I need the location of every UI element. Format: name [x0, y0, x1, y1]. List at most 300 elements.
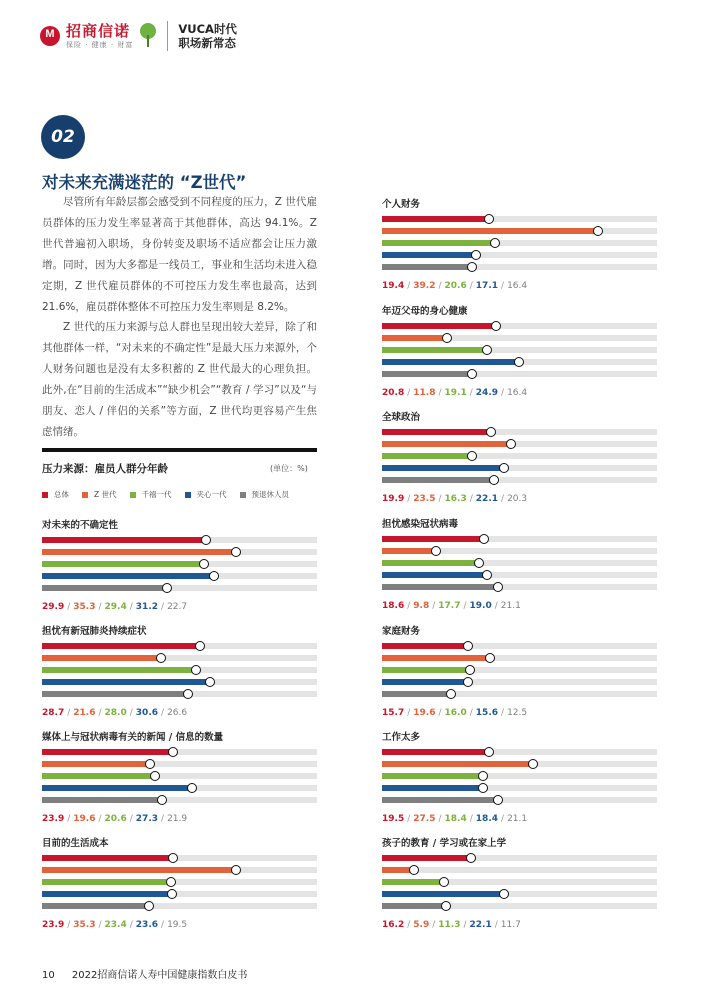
- bar-marker-9-4: [493, 795, 503, 805]
- document-title: 2022招商信诺人寿中国健康指数白皮书: [71, 970, 248, 981]
- data-label-10-2: 11.3: [438, 920, 461, 930]
- value-separator: /: [432, 601, 436, 611]
- bar-row: [42, 667, 317, 673]
- data-label-7-3: 19.0: [469, 601, 492, 611]
- chart-group: [382, 837, 657, 931]
- value-separator: /: [501, 494, 505, 504]
- chart-title: 压力来源：雇员人群分年龄: [42, 463, 168, 475]
- value-separator: /: [67, 602, 71, 612]
- value-separator: /: [129, 814, 133, 824]
- bar-row: [382, 252, 657, 258]
- bar-4-4: [382, 264, 472, 270]
- bar-row: [382, 855, 657, 861]
- bar-10-2: [382, 879, 444, 885]
- bar-marker-0-4: [162, 583, 172, 593]
- value-separator: /: [501, 388, 505, 398]
- value-separator: /: [98, 920, 102, 930]
- bar-row: [382, 679, 657, 685]
- bar-row: [42, 773, 317, 779]
- bar-row: [42, 903, 317, 909]
- bar-marker-2-4: [157, 795, 167, 805]
- legend-item: [130, 489, 172, 500]
- bar-marker-1-3: [205, 677, 215, 687]
- data-label-1-1: 21.6: [73, 708, 96, 718]
- bar-7-2: [382, 560, 479, 566]
- bar-marker-8-0: [463, 641, 473, 651]
- bar-marker-10-1: [409, 865, 419, 875]
- bar-2-1: [42, 761, 150, 767]
- data-label-10-4: 11.7: [500, 920, 521, 930]
- bar-row: [382, 323, 657, 329]
- data-label-2-0: 23.9: [42, 814, 65, 824]
- data-label-9-0: 19.5: [382, 814, 405, 824]
- chart-group-values: [382, 493, 657, 505]
- value-separator: /: [129, 708, 133, 718]
- data-label-7-2: 17.7: [438, 601, 461, 611]
- bar-marker-0-1: [231, 547, 241, 557]
- bar-marker-3-1: [231, 865, 241, 875]
- bar-row: [42, 855, 317, 861]
- chart-bars: [382, 536, 657, 596]
- data-label-1-4: 26.6: [167, 708, 188, 718]
- chart-group-values: [42, 707, 317, 719]
- value-separator: /: [407, 494, 411, 504]
- chart-group-label: 个人财务: [382, 199, 421, 210]
- bar-row: [382, 453, 657, 459]
- value-separator: /: [98, 602, 102, 612]
- bar-row: [382, 371, 657, 377]
- data-label-6-3: 22.1: [475, 494, 499, 504]
- bar-marker-1-4: [183, 689, 193, 699]
- bar-marker-9-3: [478, 783, 488, 793]
- data-label-10-1: 5.9: [413, 920, 430, 930]
- bar-10-0: [382, 855, 471, 861]
- bar-marker-0-3: [209, 571, 219, 581]
- value-separator: /: [469, 388, 473, 398]
- bar-row: [382, 335, 657, 341]
- data-label-8-3: 15.6: [475, 708, 499, 718]
- value-separator: /: [469, 494, 473, 504]
- bar-8-0: [382, 643, 468, 649]
- bar-marker-6-0: [486, 427, 496, 437]
- chart-group: [382, 305, 657, 399]
- value-separator: /: [469, 814, 473, 824]
- data-label-4-4: 16.4: [507, 281, 528, 291]
- chart-group-label: 媒体上与冠状病毒有关的新闻 / 信息的数量: [42, 732, 224, 743]
- legend-label: 千禧一代: [141, 490, 172, 499]
- data-label-10-0: 16.2: [382, 920, 405, 930]
- chart-group-values: [382, 387, 657, 399]
- bar-row: [382, 749, 657, 755]
- chart-group: [382, 731, 657, 825]
- bar-marker-5-2: [482, 345, 492, 355]
- chart-bars: [382, 749, 657, 809]
- value-separator: /: [407, 601, 411, 611]
- bar-row: [42, 655, 317, 661]
- bar-row: [382, 216, 657, 222]
- bar-marker-4-4: [467, 262, 477, 272]
- legend-item: [185, 489, 227, 500]
- bar-3-0: [42, 855, 173, 861]
- value-separator: /: [463, 920, 467, 930]
- data-label-4-3: 17.1: [475, 281, 499, 291]
- legend-label: Z 世代: [94, 490, 117, 499]
- bar-row: [382, 429, 657, 435]
- bar-row: [382, 536, 657, 542]
- bar-7-0: [382, 536, 484, 542]
- data-label-2-2: 20.6: [104, 814, 127, 824]
- chart-group-label: 家庭财务: [382, 626, 421, 637]
- bar-marker-8-2: [465, 665, 475, 675]
- bar-row: [382, 643, 657, 649]
- bar-6-0: [382, 429, 491, 435]
- bar-row: [42, 867, 317, 873]
- data-label-3-4: 19.5: [167, 920, 188, 930]
- bar-6-2: [382, 453, 472, 459]
- bar-marker-8-3: [463, 677, 473, 687]
- bar-row: [382, 867, 657, 873]
- chart-group-values: [382, 280, 657, 292]
- chart-bars: [42, 749, 317, 809]
- bar-row: [382, 761, 657, 767]
- data-label-6-2: 16.3: [444, 494, 467, 504]
- bar-row: [42, 879, 317, 885]
- bar-8-2: [382, 667, 470, 673]
- bar-marker-1-1: [156, 653, 166, 663]
- data-label-1-0: 28.7: [42, 708, 65, 718]
- data-label-3-2: 23.4: [104, 920, 127, 930]
- body-paragraph-1: 尽管所有年龄层都会感受到不同程度的压力，Z 世代雇员群体的压力发生率显著高于其他群体，高达 94.1%。Z 世代普遍初入职场，身份转变及职场不适应都会让压力激增。同时，因为大多都是一线员工，事业和生活均未进入稳定期，Z 世代雇员群体的不可控压力发生率也最高，达到 21.6%，雇员群体整体不可控压力发生率则是 8.2%。: [42, 196, 317, 313]
- chart-group: [42, 731, 317, 825]
- bar-marker-0-2: [199, 559, 209, 569]
- bar-marker-7-1: [431, 546, 441, 556]
- bar-6-1: [382, 441, 511, 447]
- value-separator: /: [129, 602, 133, 612]
- bar-row: [42, 549, 317, 555]
- value-separator: /: [438, 494, 442, 504]
- legend-swatch: [130, 492, 136, 498]
- value-separator: /: [438, 281, 442, 291]
- chart-group-label: 孩子的教育 / 学习或在家上学: [382, 838, 507, 849]
- value-separator: /: [501, 281, 505, 291]
- bar-marker-10-2: [439, 877, 449, 887]
- chart-group: [42, 519, 317, 613]
- bar-row: [42, 585, 317, 591]
- bar-marker-10-0: [466, 853, 476, 863]
- bar-marker-6-2: [467, 451, 477, 461]
- brand-name: 招商信诺: [66, 21, 131, 40]
- value-separator: /: [432, 920, 436, 930]
- chart-legend: [42, 489, 302, 500]
- chart-top-rule: [42, 448, 317, 452]
- bar-row: [382, 667, 657, 673]
- bar-7-1: [382, 548, 436, 554]
- chart-bars: [382, 323, 657, 383]
- bar-5-3: [382, 359, 519, 365]
- value-separator: /: [161, 920, 165, 930]
- chart-group-values: [42, 601, 317, 613]
- bar-row: [382, 441, 657, 447]
- data-label-0-3: 31.2: [135, 602, 159, 612]
- chart-group-label: 工作太多: [382, 732, 421, 743]
- bar-marker-6-1: [506, 439, 516, 449]
- bar-2-3: [42, 785, 192, 791]
- page-footer: [42, 966, 247, 981]
- data-label-7-4: 21.1: [500, 601, 521, 611]
- legend-swatch: [42, 492, 48, 498]
- value-separator: /: [67, 814, 71, 824]
- data-label-4-2: 20.6: [444, 281, 467, 291]
- bar-1-3: [42, 679, 210, 685]
- value-separator: /: [501, 814, 505, 824]
- bar-2-2: [42, 773, 155, 779]
- bar-0-2: [42, 561, 204, 567]
- brand-logo-text: [66, 23, 133, 50]
- bar-3-3: [42, 891, 172, 897]
- bar-row: [382, 879, 657, 885]
- bar-row: [42, 643, 317, 649]
- bar-row: [42, 537, 317, 543]
- tree-logo-icon: [139, 23, 157, 49]
- bar-0-4: [42, 585, 167, 591]
- chart-bars: [382, 429, 657, 489]
- data-label-4-0: 19.4: [382, 281, 405, 291]
- bar-row: [382, 903, 657, 909]
- bar-marker-8-1: [485, 653, 495, 663]
- bar-6-4: [382, 477, 494, 483]
- chart-group: [42, 625, 317, 719]
- bar-9-4: [382, 797, 498, 803]
- bar-8-4: [382, 691, 451, 697]
- data-label-7-0: 18.6: [382, 601, 405, 611]
- data-label-0-1: 35.3: [73, 602, 96, 612]
- data-label-1-3: 30.6: [135, 708, 159, 718]
- bar-7-4: [382, 584, 498, 590]
- bar-row: [382, 785, 657, 791]
- data-label-9-1: 27.5: [413, 814, 436, 824]
- value-separator: /: [438, 814, 442, 824]
- bar-2-4: [42, 797, 162, 803]
- bar-1-4: [42, 691, 188, 697]
- data-label-5-4: 16.4: [507, 388, 528, 398]
- value-separator: /: [501, 708, 505, 718]
- bar-4-2: [382, 240, 495, 246]
- bar-marker-2-0: [168, 747, 178, 757]
- chart-group-label: 担忧感染冠状病毒: [382, 519, 459, 530]
- bar-row: [382, 264, 657, 270]
- bar-marker-6-3: [499, 463, 509, 473]
- legend-swatch: [185, 492, 191, 498]
- page-number: 10: [42, 970, 55, 981]
- section-title: 对未来充满迷茫的 “Z世代”: [42, 173, 247, 192]
- data-label-8-4: 12.5: [507, 708, 528, 718]
- bar-row: [382, 655, 657, 661]
- value-separator: /: [407, 814, 411, 824]
- bar-marker-5-0: [491, 321, 501, 331]
- bar-marker-1-2: [191, 665, 201, 675]
- bar-3-2: [42, 879, 171, 885]
- bar-1-2: [42, 667, 196, 673]
- data-label-10-3: 22.1: [469, 920, 492, 930]
- data-label-8-1: 19.6: [413, 708, 436, 718]
- bar-2-0: [42, 749, 173, 755]
- chart-group-values: [382, 919, 657, 931]
- chart-group-label: 对未来的不确定性: [42, 520, 119, 531]
- bar-9-0: [382, 749, 489, 755]
- data-label-9-3: 18.4: [475, 814, 499, 824]
- value-separator: /: [407, 388, 411, 398]
- data-label-3-1: 35.3: [73, 920, 96, 930]
- chart-group: [382, 518, 657, 612]
- bar-row: [42, 749, 317, 755]
- bar-1-0: [42, 643, 200, 649]
- value-separator: /: [407, 281, 411, 291]
- bar-1-1: [42, 655, 161, 661]
- bar-row: [382, 465, 657, 471]
- chart-unit: (单位：%): [270, 464, 308, 473]
- value-separator: /: [438, 388, 442, 398]
- bar-marker-9-1: [528, 759, 538, 769]
- page-header: [40, 18, 237, 54]
- chart-group-values: [382, 600, 657, 612]
- chart-group: [382, 411, 657, 505]
- brand-slogan: 保险 · 健康 · 财富: [66, 40, 134, 49]
- data-label-3-0: 23.9: [42, 920, 65, 930]
- bar-0-0: [42, 537, 206, 543]
- bar-marker-2-2: [150, 771, 160, 781]
- bar-row: [42, 679, 317, 685]
- chart-bars: [42, 537, 317, 597]
- bar-marker-9-2: [478, 771, 488, 781]
- data-label-1-2: 28.0: [104, 708, 127, 718]
- bar-5-4: [382, 371, 472, 377]
- data-label-8-0: 15.7: [382, 708, 405, 718]
- header-divider: [167, 21, 168, 51]
- value-separator: /: [161, 602, 165, 612]
- bar-marker-3-4: [144, 901, 154, 911]
- chart-bars: [382, 216, 657, 276]
- bar-track: [382, 867, 657, 873]
- bar-10-4: [382, 903, 446, 909]
- data-label-2-1: 19.6: [73, 814, 96, 824]
- bar-row: [382, 560, 657, 566]
- data-label-5-1: 11.8: [413, 388, 436, 398]
- legend-label: 总体: [54, 490, 69, 499]
- data-label-5-2: 19.1: [444, 388, 467, 398]
- bar-8-1: [382, 655, 490, 661]
- value-separator: /: [463, 601, 467, 611]
- value-separator: /: [494, 920, 498, 930]
- value-separator: /: [129, 920, 133, 930]
- data-label-8-2: 16.0: [444, 708, 467, 718]
- bar-row: [382, 228, 657, 234]
- chart-group-label: 全球政治: [382, 412, 421, 423]
- bar-row: [382, 691, 657, 697]
- data-label-0-4: 22.7: [167, 602, 188, 612]
- bar-marker-9-0: [484, 747, 494, 757]
- value-separator: /: [469, 281, 473, 291]
- data-label-9-4: 21.1: [507, 814, 528, 824]
- bar-marker-6-4: [489, 475, 499, 485]
- data-label-6-1: 23.5: [413, 494, 436, 504]
- legend-swatch: [82, 492, 88, 498]
- value-separator: /: [469, 708, 473, 718]
- value-separator: /: [438, 708, 442, 718]
- bar-0-3: [42, 573, 214, 579]
- bar-4-1: [382, 228, 598, 234]
- bar-row: [382, 797, 657, 803]
- bar-marker-3-3: [167, 889, 177, 899]
- bar-row: [42, 761, 317, 767]
- data-label-2-3: 27.3: [135, 814, 159, 824]
- bar-marker-7-3: [482, 570, 492, 580]
- legend-label: 夹心一代: [196, 490, 227, 499]
- bar-marker-0-0: [201, 535, 211, 545]
- bar-row: [382, 347, 657, 353]
- data-label-0-2: 29.4: [104, 602, 127, 612]
- header-title: [178, 22, 237, 50]
- value-separator: /: [407, 920, 411, 930]
- data-label-4-1: 39.2: [413, 281, 436, 291]
- bar-marker-1-0: [195, 641, 205, 651]
- value-separator: /: [407, 708, 411, 718]
- legend-item: [240, 489, 290, 500]
- bar-row: [382, 359, 657, 365]
- bar-marker-7-0: [479, 534, 489, 544]
- bar-4-3: [382, 252, 476, 258]
- chart-group-label: 担忧有新冠肺炎持续症状: [42, 626, 147, 637]
- bar-row: [382, 584, 657, 590]
- legend-swatch: [240, 492, 246, 498]
- data-label-0-0: 29.9: [42, 602, 65, 612]
- bar-9-2: [382, 773, 483, 779]
- header-title-line2: 职场新常态: [178, 36, 236, 50]
- bar-4-0: [382, 216, 489, 222]
- bar-marker-5-1: [442, 333, 452, 343]
- bar-9-1: [382, 761, 533, 767]
- bar-marker-3-2: [166, 877, 176, 887]
- value-separator: /: [67, 920, 71, 930]
- value-separator: /: [98, 708, 102, 718]
- bar-row: [42, 797, 317, 803]
- header-title-line1: VUCA时代: [178, 22, 237, 36]
- bar-marker-7-2: [474, 558, 484, 568]
- value-separator: /: [67, 708, 71, 718]
- chart-group-label: 年迈父母的身心健康: [382, 306, 468, 317]
- chart-group-label: 目前的生活成本: [42, 838, 109, 849]
- legend-item: [42, 489, 69, 500]
- bar-5-2: [382, 347, 487, 353]
- data-label-2-4: 21.9: [167, 814, 188, 824]
- chart-bars: [42, 855, 317, 915]
- chart-group: [42, 837, 317, 931]
- chart-group-values: [42, 919, 317, 931]
- value-separator: /: [161, 814, 165, 824]
- bar-marker-10-3: [499, 889, 509, 899]
- chart-group: [382, 625, 657, 719]
- bar-0-1: [42, 549, 236, 555]
- bar-10-3: [382, 891, 504, 897]
- bar-marker-2-3: [187, 783, 197, 793]
- bar-3-1: [42, 867, 236, 873]
- chart-bars: [42, 643, 317, 703]
- bar-marker-4-0: [484, 214, 494, 224]
- bar-row: [42, 691, 317, 697]
- data-label-6-4: 20.3: [507, 494, 528, 504]
- bar-row: [42, 785, 317, 791]
- bar-7-3: [382, 572, 487, 578]
- chart-bars: [382, 855, 657, 915]
